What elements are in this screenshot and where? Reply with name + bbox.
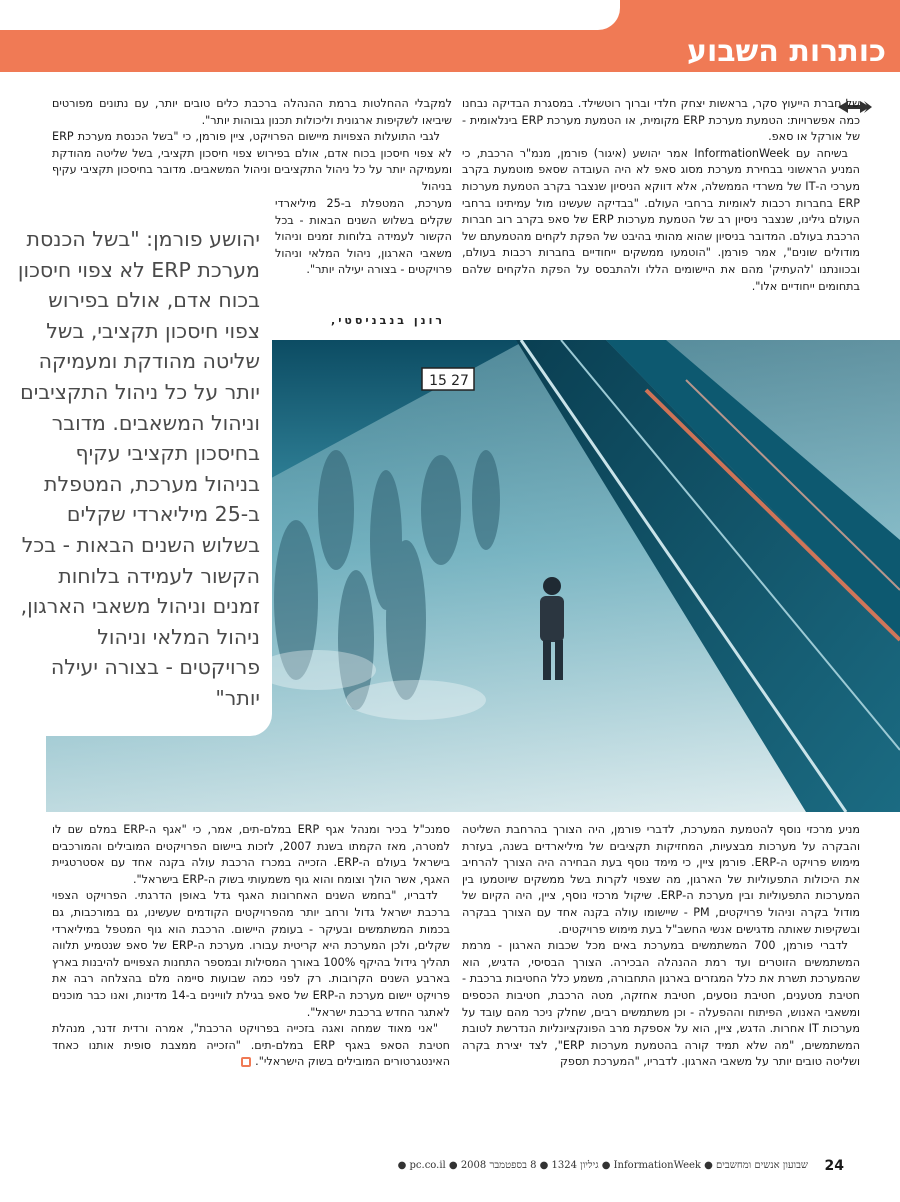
page-footer [0,1158,900,1188]
article-column-bottom-left [52,822,450,1156]
article-column-bottom-right [462,822,860,1156]
station-board-number: 15 [429,373,447,389]
paragraph: לגבי התועלות הצפויות מיישום הפרויקט, ציין פורמן, כי "בשל הכנסת מערכת ERP לא צפוי חיסכון בכוח אדם, אולם בפירוש צפוי חיסכון תקציבי, בשל שליטה מהודקת ומעמיקה יותר על כל ניהול התקציבים וניהול המשאבים. מדובר בחיסכון תקציבי עקיף בניהול [52,130,452,193]
article-column-narrow: מערכת, המטפלת ב-25 מיליארדי שקלים בשלוש השנים הבאות - בכל הקשור לעמידה בלוחות זמנים וניהול משאבי הארגון, ניהול המלאי וניהול פרויקטים - בצורה יעילה יותר". [275,197,452,277]
paragraph [52,1021,450,1071]
author-byline: רונן בנבניסטי, [331,314,445,327]
footer-publication-line: שבועון אנשים ומחשבים ● InformationWeek ● גיליון 1324 ● 8 בספטמבר 2008 ● pc.co.il ● [397,1160,808,1171]
paragraph: סמנכ"ל בכיר ומנהל אגף ERP במלם-תים, אמר, כי "אגף ה-ERP במלם שם לו למטרה, מאז הקמתו בשנת 2007, לזכות ביישום הפרויקטים המובילים והמורכבים בישראל בעולם ה-ERP. הזכייה במכרז הרכבת עולה בקנה אחד עם אסטרטגיית האגף, אשר הולך וצומח והוא גוף משמעותי בשוק ה-ERP בישראל". [52,823,450,886]
article-column-top-right [462,96,860,336]
pull-quote-text: יהושע פורמן: "בשל הכנסת מערכת ERP לא צפוי חיסכון בכוח אדם, אולם בפירוש צפוי חיסכון תקציבי, בשל שליטה מהודקת ומעמיקה יותר על כל ניהול התקציבים וניהול המשאבים. מדובר בחיסכון תקציבי עקיף בניהול מערכת, המטפלת ב-25 מיליארדי שקלים בשלוש השנים הבאות - בכל הקשור לעמידה בלוחות זמנים וניהול משאבי הארגון, ניהול המלאי וניהול פרויקטים - בצורה יעילה יותר" [17,227,260,710]
paragraph: למקבלי ההחלטות ברמת ההנהלה ברכבת כלים טובים יותר, עם נתונים מפורטים שיביאו לשקיפות ארגונית וליכולות תכנון גבוהות יותר". [52,97,452,127]
page-number: 24 [824,1158,844,1174]
paragraph: מניע מרכזי נוסף להטמעת המערכת, לדברי פורמן, היה הצורך בהרחבת השליטה והבקרה על מערכות מבצעיות, המחזיקות תקציבים של מיליארדים בשנה, בעזרת מימוש פרויקט ה-ERP. פורמן ציין, כי מימד נוסף בעת הבחירה היה הצורך להרחיב את היכולות התפעוליות של הארגון, מה שצפוי לקרות בשל ממשקים שיוטמעו בין המערכות התפעוליות ובין מערכת ה-ERP. שיקול מרכזי נוסף, ציין, היה הקיום של מודול בקרה וניהול פרויקטים, PM - שיישומו עולה בקנה אחד עם הצורך בבקרה ובשקיפות שאותה מדגישים אנשי החשב"ל בעת מימוש פרויקטים. [462,823,860,936]
station-board-number: 27 [451,373,469,389]
header-white-strip [0,0,620,30]
paragraph: בשיחה עם InformationWeek אמר יהושע (איגור) פורמן, מנמ"ר הרכבת, כי המניע הראשוני בבחירת מערכת מסוג סאפ לא היה העובדה שסאפ מוטמעת בקרב מערכי ה-IT של משרדי הממשלה, אלא דווקא הניסיון שנצבר בקרב הטמעת מערכות ERP בחברות רכבות לאומיות ברחבי העולם. "בבדיקה שעשינו מול עמיתינו ברחבי העולם גילינו, שנצבר ניסיון רב של הטמעת מערכות ERP של סאפ בקרב רוב חברות הרכבת בעולם. המדובר בניסיון שהוא מהותי בהיבט של הפקת לקחים מהטמעתם של מודולים שונים", אמר פורמן. "הוטמעו ממשקים ייחודיים בחברות רכבות בעולם, ובכוונתנו 'להעתיק' מהם את היישומים הללו ולהתבסס על הפקת הלקחים שלהם בתחומים ייחודיים אלו". [462,146,860,293]
paragraph: לדבריו, "בחמש השנים האחרונות האגף גדל באופן הדרגתי. הפרויקט הצפוי ברכבת ישראל גדול ורחב יותר מהפרויקטים הקודמים שעשינו, גם במורכבות, גם בכמות המשתמשים ובעיקר - בעומק היישום. הרכבת הוא גוף המטפל במיליארדי שקלים, ולכן המערכת היא קריטית עבורו. מערכת ה-ERP של סאפ שנטמיע תלווה תהליך גידול בהיקף 100% באורך המסילות ובמספר התחנות הצפויים להיבנות בארץ בארבע השנים הקרובות. רק לפני כמה שבועות סיימה מלם בהצלחה רבה את פרויקט יישום מערכת ה-ERP של סאפ בגילת לוויינים ב-14 מדינות, ואנו כבר מוכנים לאתגר החדש ברכבת ישראל". [52,889,450,1019]
square-end-mark-icon [241,1057,251,1067]
paragraph: לדברי פורמן, 700 המשתמשים במערכת באים מכל שכבות הארגון - מרמת המשתמשים הזוטרים ועד רמת ההנהלה הבכירה. הצורך הבסיסי, הדגיש, הוא שהמערכת תשרת את כלל המגזרים בארגון התחבורה, משמע כלל החטיבות ברכבת - חטיבת מטענים, חטיבת נוסעים, חטיבת אחזקה, מטה הרכבת, חטיבות הכספים ומשאבי האנוש, הפיתוח וההפעלה - וכן משתמשים רבים, שחלק ניכר מהם עובד על מערכות IT אחרות. הדגש, ציין, הוא על אספקת מרב הפונקציונליות הנדרשת לטובת המשתמשים, "מה שלא תמיד קורה בהטמעת מערכות ERP", לצד יצירת בקרה ושליטה טובים יותר על משאבי הארגון. לדבריו, "המערכת תספק [462,939,860,1069]
section-title: כותרות השבוע [686,34,886,69]
paragraph-text: "אני מאוד שמחה ואגה בזכייה בפרויקט הרכבת", אמרה ורדית זדנר, מנהלת חטיבת הסאפ באגף ERP במלם-תים. "הזכייה ממצבת סופית אותנו כאחד האינטגרטורים המובילים בשוק הישראלי". [52,1022,450,1069]
paragraph: של חברת הייעוץ סקר, בראשות יצחק חלדי וברוך רוטשילד. במסגרת הבדיקה נבחנו כמה אפשרויות: הטמעת מערכת ERP מקומית, או הטמעת מערכת ERP בינלאומית - של אורקל או סאפ. [462,97,860,144]
